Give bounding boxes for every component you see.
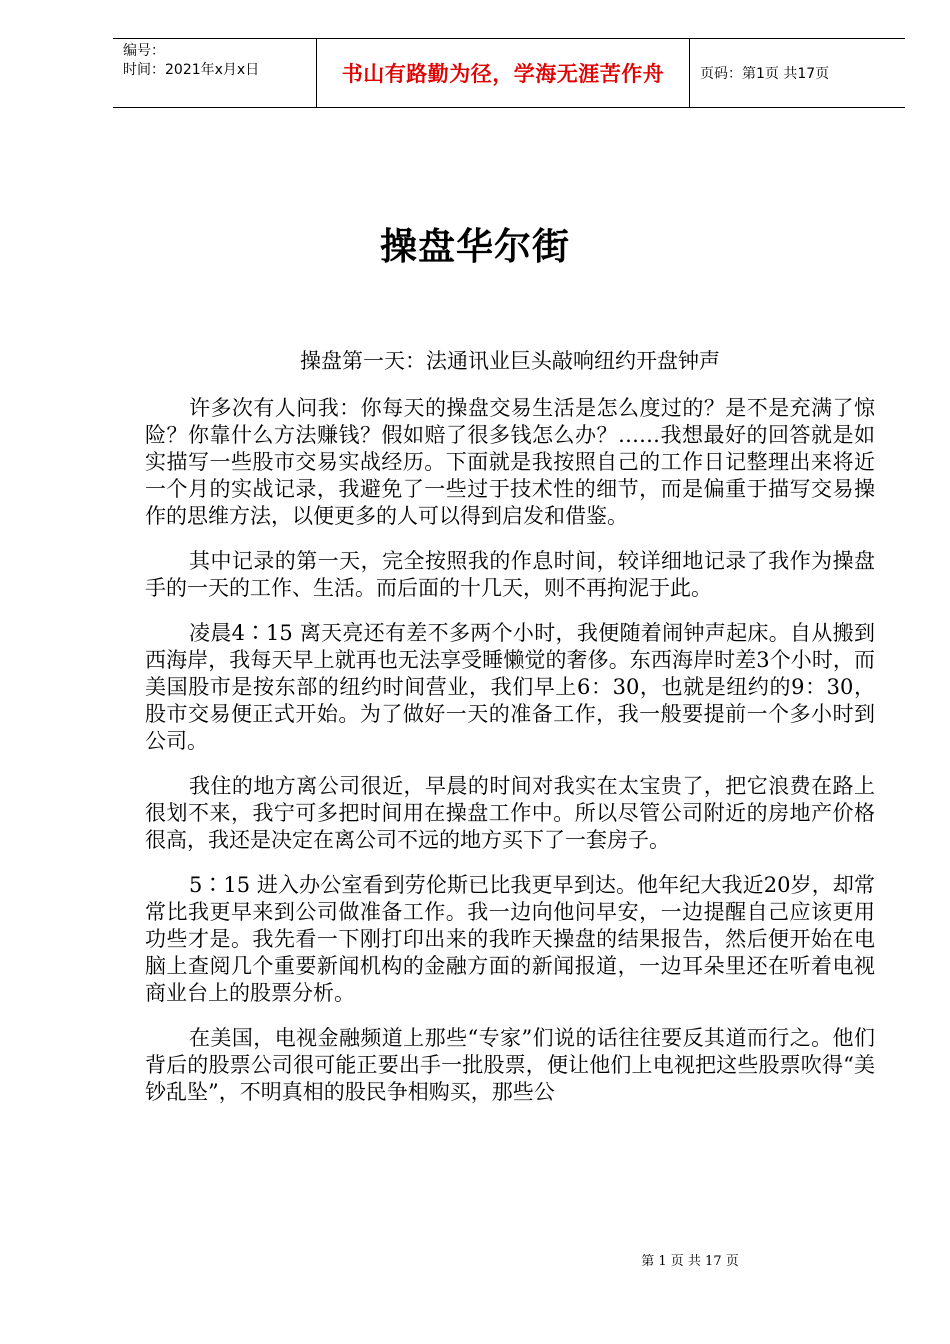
- number-label: 编号：: [123, 43, 165, 59]
- motto-text: 书山有路勤为径，学海无涯苦作舟: [341, 62, 665, 86]
- paragraph: 其中记录的第一天，完全按照我的作息时间，较详细地记录了我作为操盘手的一天的工作、生活。而后面的十几天，则不再拘泥于此。: [145, 549, 875, 600]
- header-table: [113, 38, 905, 108]
- time-label: 时间：2021年x月x日: [123, 62, 260, 78]
- page-footer: 第 1 页 共 17 页: [641, 1254, 739, 1269]
- paragraph: 我住的地方离公司很近，早晨的时间对我实在太宝贵了，把它浪费在路上很划不来，我宁可多把时间用在操盘工作中。所以尽管公司附近的房地产价格很高，我还是决定在离公司不远的地方买下了一套房子。: [145, 774, 875, 852]
- document-title: 操盘华尔街: [380, 225, 570, 268]
- page-info: 页码：第1页 共17页: [700, 66, 830, 82]
- paragraph: 在美国，电视金融频道上那些“专家”们说的话往往要反其道而行之。他们背后的股票公司很可能正要出手一批股票，便让他们上电视把这些股票吹得“美钞乱坠”，不明真相的股民争相购买，那些公: [145, 1026, 875, 1104]
- paragraph: 凌晨4∶15 离天亮还有差不多两个小时，我便随着闹钟声起床。自从搬到西海岸，我每天早上就再也无法享受睡懒觉的奢侈。东西海岸时差3个小时，而美国股市是按东部的纽约时间营业，我们早上6：30，也就是纽约的9：30，股市交易便正式开始。为了做好一天的准备工作，我一般要提前一个多小时到公司。: [145, 621, 875, 753]
- document-subtitle: 操盘第一天：法通讯业巨头敲响纽约开盘钟声: [300, 349, 720, 373]
- header-page-cell: [690, 39, 905, 107]
- header-motto-cell: [316, 39, 690, 107]
- paragraph: 5∶15 进入办公室看到劳伦斯已比我更早到达。他年纪大我近20岁，却常常比我更早来到公司做准备工作。我一边向他问早安，一边提醒自己应该更用功些才是。我先看一下刚打印出来的我昨天操盘的结果报告，然后便开始在电脑上查阅几个重要新闻机构的金融方面的新闻报道，一边耳朵里还在听着电视商业台上的股票分析。: [145, 873, 875, 1005]
- header-meta-cell: [113, 39, 316, 107]
- paragraph: 许多次有人问我：你每天的操盘交易生活是怎么度过的？是不是充满了惊险？你靠什么方法赚钱？假如赔了很多钱怎么办？……我想最好的回答就是如实描写一些股市交易实战经历。下面就是我按照自己的工作日记整理出来将近一个月的实战记录，我避免了一些过于技术性的细节，而是偏重于描写交易操作的思维方法，以便更多的人可以得到启发和借鉴。: [145, 396, 875, 528]
- document-body: [145, 395, 875, 1124]
